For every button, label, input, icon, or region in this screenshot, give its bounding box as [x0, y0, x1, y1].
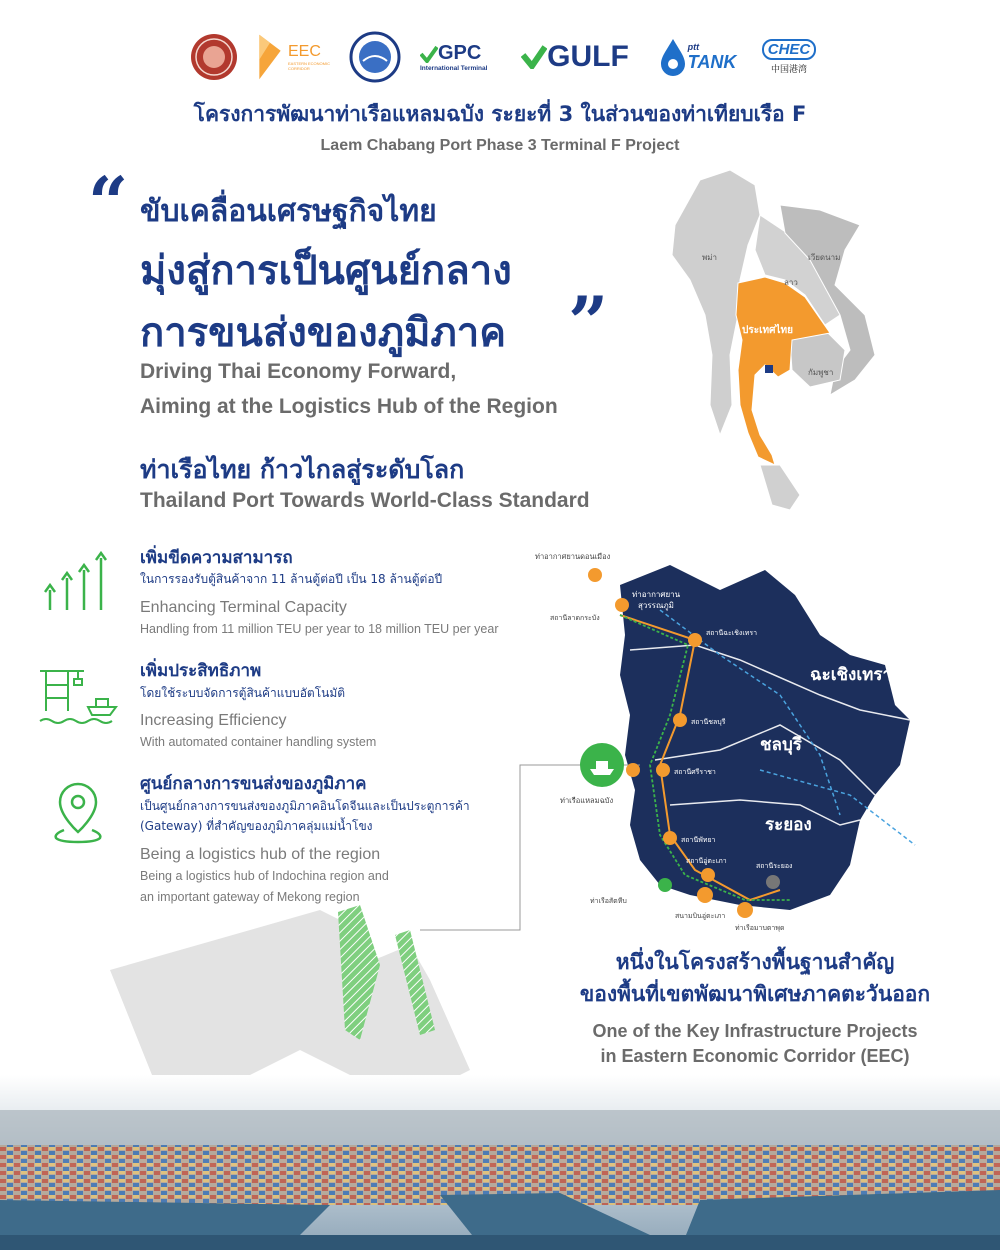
- feature-hub-title-thai: ศูนย์กลางการขนส่งของภูมิภาค: [140, 774, 367, 794]
- ptt-tank-logo: ptt TANK: [652, 30, 742, 84]
- project-title-thai: โครงการพัฒนาท่าเรือแหลมฉบัง ระยะที่ 3 ในส่วนของท่าเทียบเรือ F: [193, 102, 807, 126]
- hero-headline-line2: มุ่งสู่การเป็นศูนย์กลาง: [140, 248, 512, 294]
- close-quote-mark: ”: [568, 281, 609, 364]
- growth-arrows-icon: [44, 550, 114, 612]
- feature-efficiency-title-english: Increasing Efficiency: [140, 712, 287, 729]
- thai-ministry-seal-logo: [188, 30, 240, 84]
- province-chonburi-label: ชลบุรี: [760, 735, 802, 755]
- hero-english-line1: Driving Thai Economy Forward,: [140, 360, 457, 383]
- eec-heading-thai-line2: ของพื้นที่เขตพัฒนาพิเศษภาคตะวันออก: [579, 982, 931, 1006]
- feature-efficiency-sub-thai: โดยใช้ระบบจัดการตู้สินค้าแบบอัตโนมัติ: [140, 686, 346, 700]
- laem-chabang-label: ท่าเรือแหลมฉบัง: [560, 796, 614, 805]
- eec-heading-thai-line1: หนึ่งในโครงสร้างพื้นฐานสำคัญ: [615, 950, 895, 974]
- suvarnabhumi-airport-marker: [615, 598, 629, 612]
- chec-logo: CHEC 中国港湾: [762, 30, 816, 84]
- cha-choeng-sao-station-marker: [688, 633, 702, 647]
- rayong-station-label: สถานีระยอง: [756, 862, 793, 870]
- chonburi-station-marker: [673, 713, 687, 727]
- vietnam-label: เวียดนาม: [808, 253, 841, 262]
- sriracha-station-label: สถานีศรีราชา: [674, 768, 716, 776]
- u-tapao-airport-label: สนามบินอู่ตะเภา: [675, 912, 726, 920]
- cha-choeng-sao-station-label: สถานีฉะเชิงเทรา: [706, 629, 758, 637]
- map-ta-phut-label: ท่าเรือมาบตาพุด: [735, 924, 785, 932]
- don-mueang-label: ท่าอากาศยานดอนเมือง: [535, 552, 611, 561]
- port-authority-seal-logo: [348, 30, 402, 84]
- laos-label: ลาว: [784, 278, 798, 287]
- u-tapao-station-label: สถานีอู่ตะเภา: [686, 857, 727, 865]
- hero-subheading-english: Thailand Port Towards World-Class Standard: [140, 489, 590, 512]
- feature-hub-sub-thai-2: (Gateway) ที่สำคัญของภูมิภาคลุ่มแม่น้ำโขง: [140, 819, 373, 833]
- eec-highlight-marker: [765, 365, 773, 373]
- hero-headline-line1: ขับเคลื่อนเศรษฐกิจไทย: [140, 194, 437, 229]
- eec-heading-english-line1: One of the Key Infrastructure Projects: [592, 1021, 918, 1041]
- port-aerial-photo: [0, 1075, 1000, 1250]
- sattahip-label: ท่าเรือสัตหีบ: [590, 897, 627, 905]
- feature-capacity-sub-english: Handling from 11 million TEU per year to 18 million TEU per year: [140, 622, 499, 636]
- chonburi-station-label: สถานีชลบุรี: [691, 718, 726, 726]
- feature-capacity-sub-thai: ในการรองรับตู้สินค้าจาก 11 ล้านตู้ต่อปี เป็น 18 ล้านตู้ต่อปี: [140, 572, 443, 586]
- pattaya-station-label: สถานีพัทยา: [681, 836, 716, 844]
- thailand-label: ประเทศไทย: [742, 325, 793, 336]
- province-chachoengsao-label: ฉะเชิงเทรา: [810, 665, 893, 685]
- feature-capacity-title-thai: เพิ่มขีดความสามารถ: [140, 548, 293, 568]
- feature-capacity-title-english: Enhancing Terminal Capacity: [140, 599, 347, 616]
- feature-hub-title-english: Being a logistics hub of the region: [140, 846, 381, 863]
- gpc-logo: GPC International Terminal: [420, 42, 488, 72]
- province-rayong-label: ระยอง: [765, 815, 812, 835]
- malaysia-region: [760, 465, 800, 510]
- myanmar-label: พม่า: [702, 253, 718, 262]
- feature-hub-sub-thai-1: เป็นศูนย์กลางการขนส่งของภูมิภาคอินโดจีนและเป็นประตูการค้า: [140, 799, 470, 813]
- lat-krabang-label: สถานีลาดกระบัง: [550, 614, 600, 622]
- southeast-asia-map: [660, 165, 900, 515]
- don-mueang-airport-marker: [588, 568, 602, 582]
- feature-hub-sub-english-2: an important gateway of Mekong region: [140, 890, 360, 904]
- feature-efficiency-title-thai: เพิ่มประสิทธิภาพ: [140, 661, 262, 681]
- eec-logo: EEC EASTERN ECONOMIC CORRIDOR: [254, 30, 334, 84]
- terminal-f-layout: [0, 890, 560, 1100]
- hero-english-line2: Aiming at the Logistics Hub of the Region: [140, 395, 558, 418]
- suvarnabhumi-label-2: สุวรรณภูมิ: [638, 601, 674, 610]
- open-quote-mark: “: [88, 161, 129, 244]
- feature-efficiency-sub-english: With automated container handling system: [140, 735, 377, 749]
- crane-ship-icon: [38, 665, 120, 727]
- cambodia-label: กัมพูชา: [808, 368, 834, 377]
- hero-subheading-thai: ท่าเรือไทย ก้าวไกลสู่ระดับโลก: [140, 455, 465, 484]
- hero-headline-line3: การขนส่งของภูมิภาค: [140, 310, 507, 356]
- eec-heading-english-line2: in Eastern Economic Corridor (EEC): [600, 1046, 910, 1066]
- suvarnabhumi-label-1: ท่าอากาศยาน: [632, 590, 681, 599]
- project-title-english: Laem Chabang Port Phase 3 Terminal F Project: [320, 137, 680, 154]
- gulf-logo: GULF: [516, 30, 634, 84]
- feature-hub-sub-english-1: Being a logistics hub of Indochina region and: [140, 869, 389, 883]
